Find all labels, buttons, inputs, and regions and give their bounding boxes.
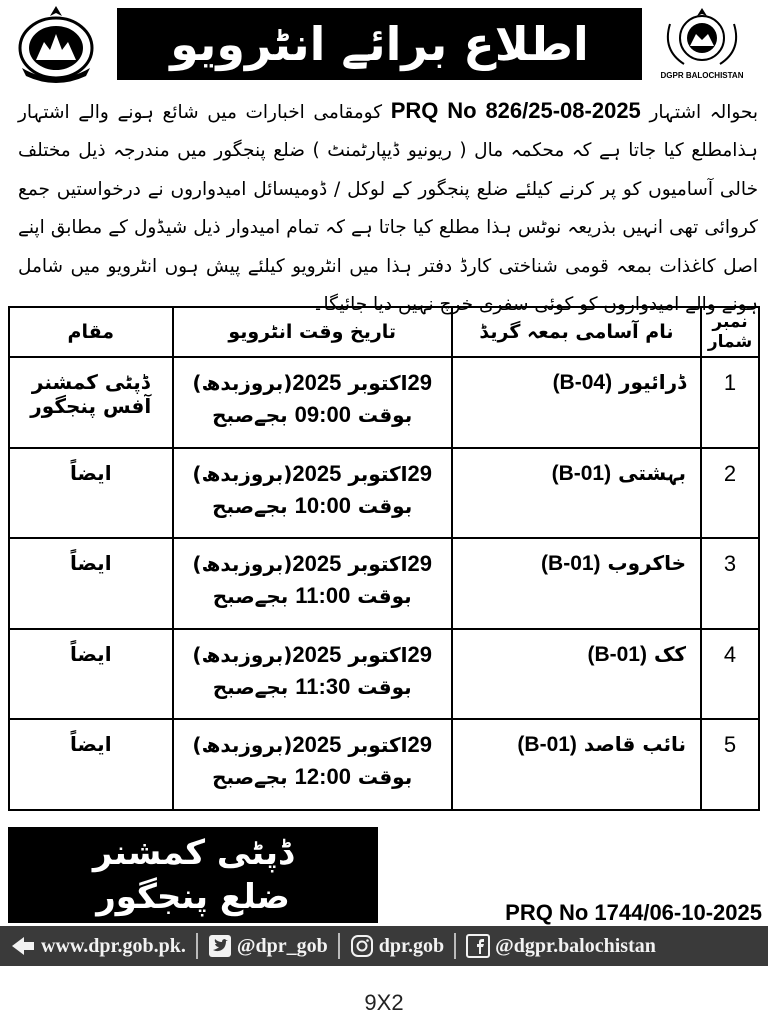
dgpr-balochistan-logo [652,4,752,84]
interview-weekday: (بروزبدھ) [192,552,293,577]
notice-title: اطلاع برائے انٹرویو [117,8,642,80]
table-row [9,538,759,629]
intro-part-2: کومقامی اخبارات میں شائع ہونے والے اشتہار ہذامطلع کیا جاتا ہے کہ محکمہ مال ( ریونیو ڈیپارٹمنٹ ) ضلع پنجگور میں مندرجہ ذیل مختلف خالی آسامیوں کو پر کرنے کیلئے ضلع پنجگور کے لوکل / ڈومیسائل امیدواروں نے درخواستیں جمع کروائی تھی انہیں بذریعہ نوٹس ہذا مطلع کیا جاتا ہے کہ تمام امیدوار ذیل شیڈول کے مطابق اپنے اصل کاغذات بمعہ قومی شناختی کارڈ دفتر ہذا میں انٹرویو کیلئے پیش ہوں انٹرویو میں شامل ہونے والے امیدواروں کو کوئی سفری خرچ نہیں دیا جائیگا۔ [18,102,758,316]
serial-number-text: 3 [723,551,737,577]
row-post [452,719,701,810]
post-name: ڈرائیور [619,370,687,394]
website-text: www.dpr.gob.pk. [41,934,186,957]
interview-month: اکتوبر [348,733,408,758]
footer-contact-bar [0,926,768,966]
table-header-row [9,307,759,357]
footer-twitter[interactable] [208,934,328,958]
time-prefix: بوقت [357,765,413,790]
row-interview-datetime [173,629,452,720]
table-row [9,357,759,448]
signature-title: ڈپٹی کمشنر [92,833,294,873]
interview-time: 09:00 [294,402,351,427]
row-post [452,357,701,448]
signature-block [8,827,378,923]
dgpr-logo-caption: DGPR BALOCHISTAN [660,71,744,80]
row-serial-number [701,719,759,810]
row-venue [9,448,173,539]
twitter-handle: @dpr_gob [236,934,328,957]
interview-weekday: (بروزبدھ) [192,642,293,667]
footer-instagram[interactable] [350,934,444,958]
time-prefix: بوقت [357,493,413,518]
row-post [452,629,701,720]
interview-month: اکتوبر [348,552,408,577]
interview-year: 2025 [292,551,342,577]
signature-district: ضلع پنجگور [96,877,290,917]
serial-number-text: 5 [723,732,737,758]
time-suffix: بجےصبح [212,674,289,699]
globe-arrow-icon [10,933,36,959]
interview-time: 11:30 [295,673,351,699]
row-venue [9,629,173,720]
time-prefix: بوقت [357,674,412,699]
time-prefix: بوقت [357,403,413,427]
post-name: نائب قاصد [583,732,687,757]
row-interview-datetime [173,448,452,539]
row-post [452,538,701,629]
interview-weekday: (بروزبدھ) [192,371,293,395]
interview-schedule-table [8,306,760,811]
time-suffix: بجےصبح [212,493,288,518]
post-grade: (B-01) [587,642,647,666]
header-venue: مقام [9,307,173,357]
venue-text: ایضاً [69,641,112,666]
post-grade: (B-01) [551,461,612,485]
footer-divider [338,933,340,959]
intro-part-1: بحوالہ اشتہار [649,102,758,123]
footer-facebook[interactable] [466,934,656,958]
interview-year: 2025 [292,641,342,667]
ad-size-label: 9X2 [364,990,404,1015]
venue-text: ڈپٹی کمشنر آفس پنجگور [30,370,152,418]
interview-day: 29 [407,551,432,577]
post-name: خاکروب [607,551,687,576]
interview-month: اکتوبر [348,642,408,667]
time-prefix: بوقت [357,584,412,609]
row-serial-number [701,448,759,539]
instagram-handle: dpr.gob [378,934,445,957]
row-venue [9,357,173,448]
post-grade: (B-01) [517,733,577,757]
interview-year: 2025 [292,732,342,758]
post-name: بہشتی [618,460,687,485]
serial-number-text: 4 [723,641,737,667]
facebook-handle: @dgpr.balochistan [495,934,656,957]
footer-website[interactable] [10,933,186,959]
row-serial-number [701,538,759,629]
post-grade: (B-01) [541,552,601,576]
row-venue [9,538,173,629]
row-serial-number [701,629,759,720]
time-suffix: بجےصبح [212,765,288,790]
serial-number-text: 2 [723,460,737,486]
twitter-icon [208,934,232,958]
serial-number-text: 1 [723,370,737,395]
row-post [452,448,701,539]
time-suffix: بجےصبح [212,584,289,609]
header-serial-number: نمبر شمار [701,307,759,357]
interview-month: اکتوبر [348,371,408,395]
table-row [9,448,759,539]
row-interview-datetime [173,719,452,810]
row-interview-datetime [173,538,452,629]
interview-day: 29 [407,460,432,486]
post-name: کک [653,641,687,666]
instagram-icon [350,934,374,958]
prq-number: PRQ No 1744/06-10-2025 [505,900,762,925]
interview-year: 2025 [292,370,342,395]
row-serial-number [701,357,759,448]
interview-day: 29 [407,641,432,667]
table-row [9,719,759,810]
interview-time: 10:00 [294,492,351,518]
venue-text: ایضاً [69,732,112,757]
row-interview-datetime [173,357,452,448]
interview-month: اکتوبر [348,461,408,486]
row-venue [9,719,173,810]
footer-divider [454,933,456,959]
time-suffix: بجےصبح [212,403,288,427]
facebook-icon [466,934,490,958]
interview-weekday: (بروزبدھ) [192,461,293,486]
interview-day: 29 [407,732,432,758]
table-row [9,629,759,720]
header-interview-datetime: تاریخ وقت انٹرویو [173,307,452,357]
government-emblem-logo [6,4,106,84]
notice-body [18,92,758,324]
post-grade: (B-04) [552,371,613,394]
interview-day: 29 [407,370,432,395]
footer-divider [196,933,198,959]
interview-time: 11:00 [295,583,351,609]
header-post-grade: نام آسامی بمعہ گریڈ [452,307,701,357]
interview-weekday: (بروزبدھ) [192,733,293,758]
reference-prq: PRQ No 826/25-08-2025 [390,98,641,123]
interview-time: 12:00 [294,764,351,790]
venue-text: ایضاً [69,551,112,576]
venue-text: ایضاً [69,460,112,485]
interview-year: 2025 [292,460,342,486]
